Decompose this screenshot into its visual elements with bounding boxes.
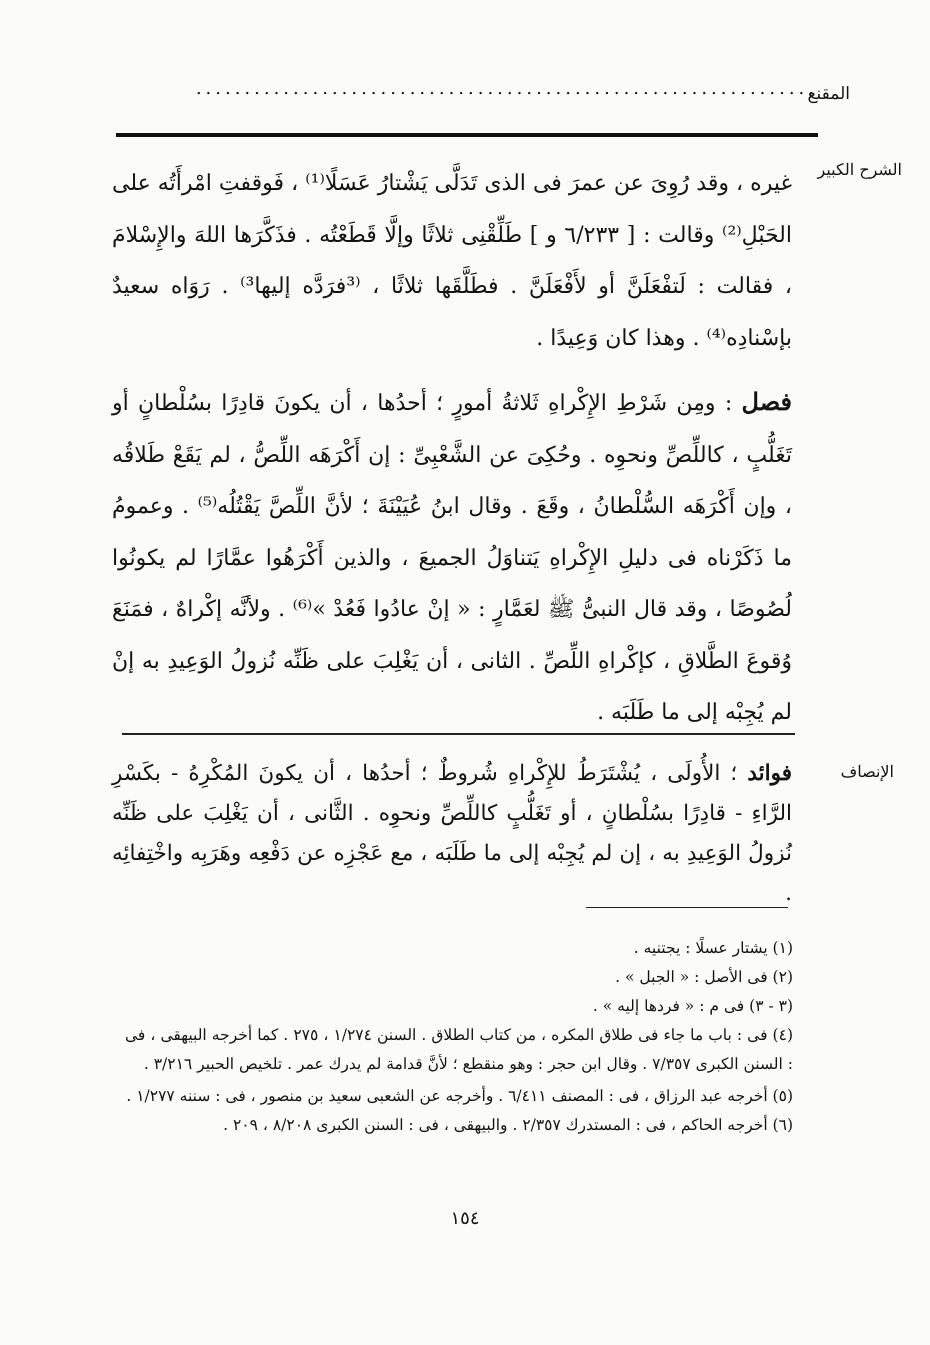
- page-number: ١٥٤: [450, 1208, 480, 1229]
- margin-label-sharh: الشرح الكبير: [817, 160, 902, 179]
- insaf-text: ؛ الأُولَى ، يُشْتَرَطُ للإِكْراهِ شُروطٌ ؛ أحدُها ، أن يكونَ المُكْرِهُ - بكَسْرِ الرَّاءِ - قادِرًا بسُلْطانٍ ، أو تَغَلُّبٍ كاللِّصِّ ونحوِه . الثَّانى ، أن يَغْلِبَ على ظَنِّه نُزولُ الوَعِيدِ به ، إن لم يُجِبْه إلى ما طَلَبَه ، مع عَجْزِه عن دَفْعِه وهَرَبِه واخْتِفائِه .: [112, 761, 792, 906]
- running-header-title: المقنع: [807, 84, 850, 104]
- insaf-keyword: فوائد: [747, 761, 792, 786]
- sharh-paragraph: [112, 158, 792, 364]
- footnote-1: (١) يشتار عسلًا : يجتنيه .: [633, 939, 793, 957]
- footnote-2: (٢) فى الأصل : « الجبل » .: [615, 968, 793, 986]
- footnote-6: (٦) أخرجه الحاكم ، فى : المستدرك ٢/٣٥٧ . والبيهقى ، فى : السنن الكبرى ٨/٢٠٨ ، ٢٠٩ .: [223, 1116, 793, 1134]
- sharh-text: غيره ، وقد رُوِىَ عن عمرَ فى الذى تَدَلَّى يَشْتارُ عَسَلًا⁽¹⁾ ، فَوقفتِ امْرأَتُه على الحَبْلِ⁽²⁾ وقالت : [ ٦/٢٣٣ و ] طَلِّقْنِى ثلاثًا وإلَّا قَطَعْتُه . فذَكَّرَها اللهَ والإِسْلامَ ، فقالت : لَتفْعَلَنَّ أو لأَفْعَلَنَّ . فطَلَّقَها ثلاثًا ، ⁽³فرَدَّه إليها³⁾ . رَوَاه سعيدٌ بإسْنادِه⁽⁴⁾ . وهذا كان وَعِيدًا .: [112, 171, 792, 351]
- header-rule: [116, 133, 818, 137]
- fasl-text: : ومِن شَرْطِ الإِكْراهِ ثَلاثةُ أمورٍ ؛ أحدُها ، أن يكونَ قادِرًا بسُلْطانٍ أو تَغَلُّبٍ ، كاللِّصِّ ونحوِه . وحُكِىَ عن الشَّعْبِىِّ : إن أَكْرَهَه اللِّصُّ ، لم يَقَعْ طَلاقُه ، وإن أَكْرَهَه السُّلْطانُ ، وقَعَ . وقال ابنُ عُيَيْنَةَ ؛ لأنَّ اللِّصَّ يَقْتُلُه⁽⁵⁾ . وعمومُ ما ذَكَرْناه فى دليلِ الإِكْراهِ يَتناوَلُ الجميعَ ، والذين أَكْرَهُوا عمَّارًا لم يكونُوا لُصُوصًا ، وقد قال النبىُّ ﷺ لعَمَّارٍ : « إنْ عادُوا فَعُدْ »⁽⁶⁾ . ولأنَّه إكْراهٌ ، فمَنَعَ وُقوعَ الطَّلاقِ ، كإكْراهِ اللِّصِّ . الثانى ، أن يَغْلِبَ على ظَنِّه نُزولُ الوَعِيدِ به إنْ لم يُجِبْه إلى ما طَلَبَه .: [112, 391, 793, 725]
- insaf-paragraph: [112, 754, 792, 914]
- fasl-keyword: فصل: [741, 387, 792, 416]
- margin-label-insaf: الإنصاف: [840, 762, 894, 781]
- fasl-paragraph: [112, 376, 792, 739]
- footnote-separator: [586, 907, 788, 908]
- footnote-5: (٥) أخرجه عبد الرزاق ، فى : المصنف ٦/٤١١ . وأخرجه عن الشعبى سعيد بن منصور ، فى : سننه ١/٢٧٧ .: [126, 1087, 793, 1105]
- footnote-3: (٣ - ٣) فى م : « فردها إليه » .: [592, 997, 793, 1015]
- footnotes: [125, 934, 793, 1140]
- section-separator: [122, 733, 795, 735]
- header-dotted-leader: ................................................................: [195, 78, 818, 99]
- footnote-4: (٤) فى : باب ما جاء فى طلاق المكره ، من كتاب الطلاق . السنن ١/٢٧٤ ، ٢٧٥ . كما أخرجه البيهقى ، فى : السنن الكبرى ٧/٣٥٧ . وقال ابن حجر : وهو منقطع ؛ لأنَّ قدامة لم يدرك عمر . تلخيص الحبير ٣/٢١٦ .: [125, 1026, 793, 1073]
